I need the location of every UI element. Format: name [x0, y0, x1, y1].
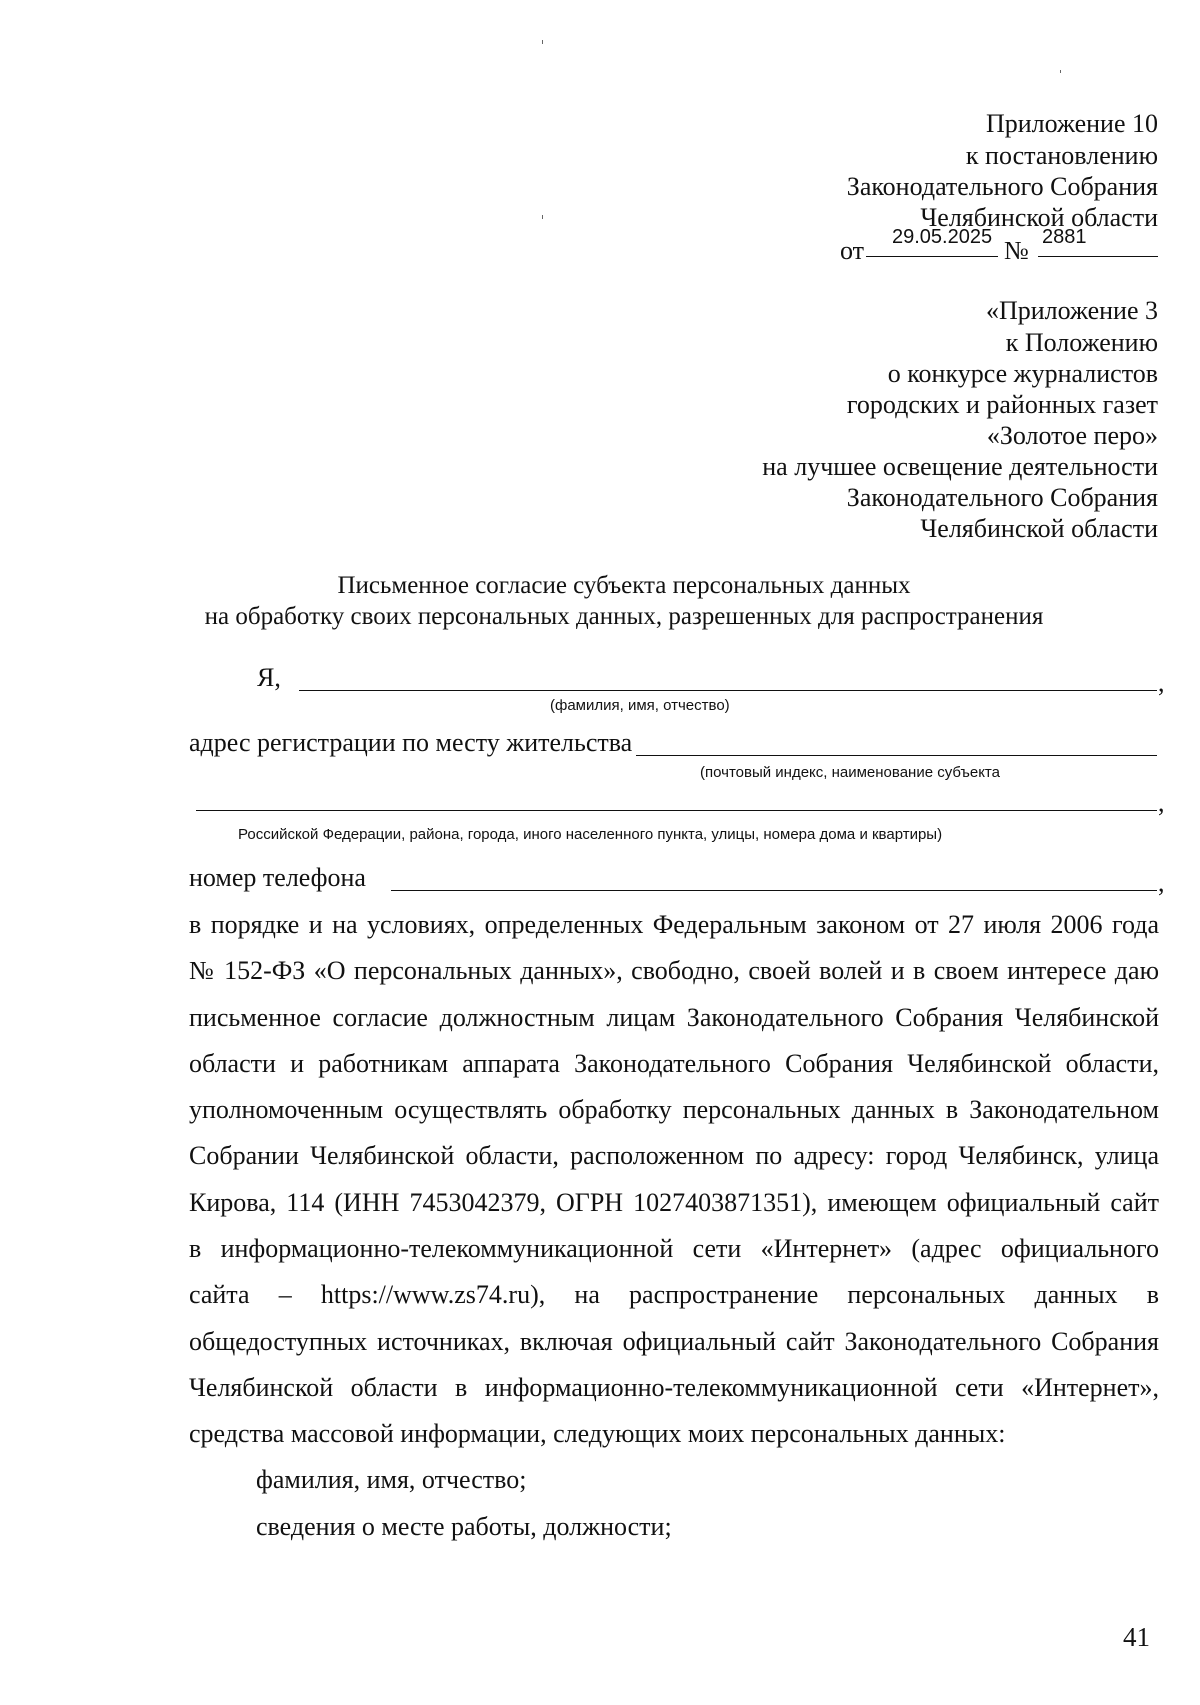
- page-number: 41: [1123, 1622, 1150, 1652]
- appendix-line-1: «Приложение 3: [985, 296, 1158, 325]
- body-line-7: Кирова, 114 (ИНН 7453042379, ОГРН 1027403871351), имеющем официальный сайт: [189, 1188, 1159, 1217]
- body-line-10: общедоступных источниках, включая официальный сайт Законодательного Собрания: [189, 1327, 1159, 1356]
- name-comma: ,: [1158, 668, 1165, 697]
- scan-speck: [1060, 70, 1061, 73]
- appendix-line-8: Челябинской области: [920, 514, 1158, 543]
- address-hint-2: Российской Федерации, района, города, иного населенного пункта, улицы, номера дома и квартиры): [238, 826, 943, 843]
- header-line-1: Приложение 10: [985, 109, 1158, 138]
- appendix-line-7: Законодательного Собрания: [846, 483, 1158, 512]
- body-line-11: Челябинской области в информационно-телекоммуникационной сети «Интернет»,: [189, 1373, 1159, 1402]
- scan-speck: [542, 40, 543, 44]
- body-line-1: в порядке и на условиях, определенных Федеральным законом от 27 июля 2006 года: [189, 910, 1159, 939]
- header-line-2: к постановлению: [965, 141, 1158, 170]
- body-line-8: в информационно-телекоммуникационной сети «Интернет» (адрес официального: [189, 1234, 1159, 1263]
- date-value: 29.05.2025: [892, 226, 993, 248]
- body-line-12: средства массовой информации, следующих моих персональных данных:: [189, 1419, 1006, 1448]
- address-comma: ,: [1158, 788, 1165, 817]
- phone-label: номер телефона: [189, 863, 366, 892]
- appendix-line-4: городских и районных газет: [846, 390, 1158, 419]
- body-line-2: № 152-ФЗ «О персональных данных», свободно, своей волей и в своем интересе даю: [189, 956, 1159, 985]
- name-field[interactable]: [299, 690, 1157, 691]
- body-line-3: письменное согласие должностным лицам Законодательного Собрания Челябинской: [189, 1003, 1159, 1032]
- appendix-line-2: к Положению: [1005, 328, 1158, 357]
- appendix-line-6: на лучшее освещение деятельности: [762, 452, 1158, 481]
- i-label: Я,: [257, 663, 281, 692]
- scan-speck: [542, 215, 543, 219]
- list-item-1: фамилия, имя, отчество;: [256, 1465, 527, 1494]
- document-title-line-1: Письменное согласие субъекта персональных данных: [337, 572, 911, 599]
- phone-comma: ,: [1158, 868, 1165, 897]
- header-line-4: Челябинской области: [920, 203, 1158, 232]
- number-underline: [1038, 256, 1158, 257]
- address-field-line-2[interactable]: [196, 810, 1157, 811]
- body-line-9: сайта – https://www.zs74.ru), на распространение персональных данных в: [189, 1280, 1159, 1309]
- header-line-3: Законодательного Собрания: [846, 172, 1158, 201]
- date-underline: [866, 256, 998, 257]
- address-label: адрес регистрации по месту жительства: [189, 728, 633, 757]
- phone-field[interactable]: [391, 890, 1157, 891]
- name-hint: (фамилия, имя, отчество): [550, 697, 730, 714]
- number-value: 2881: [1042, 226, 1087, 248]
- list-item-2: сведения о месте работы, должности;: [256, 1512, 672, 1541]
- body-line-4: области и работникам аппарата Законодательного Собрания Челябинской области,: [189, 1049, 1159, 1078]
- number-prefix: №: [1004, 236, 1029, 265]
- document-title-line-2: на обработку своих персональных данных, разрешенных для распространения: [204, 603, 1044, 630]
- body-line-5: уполномоченным осуществлять обработку персональных данных в Законодательном: [189, 1095, 1159, 1124]
- date-prefix: от: [840, 236, 865, 265]
- appendix-line-5: «Золотое перо»: [986, 421, 1158, 450]
- body-line-6: Собрании Челябинской области, расположенном по адресу: город Челябинск, улица: [189, 1141, 1159, 1170]
- address-hint-1: (почтовый индекс, наименование субъекта: [700, 764, 1000, 781]
- appendix-line-3: о конкурсе журналистов: [887, 359, 1158, 388]
- address-field-line-1[interactable]: [636, 755, 1157, 756]
